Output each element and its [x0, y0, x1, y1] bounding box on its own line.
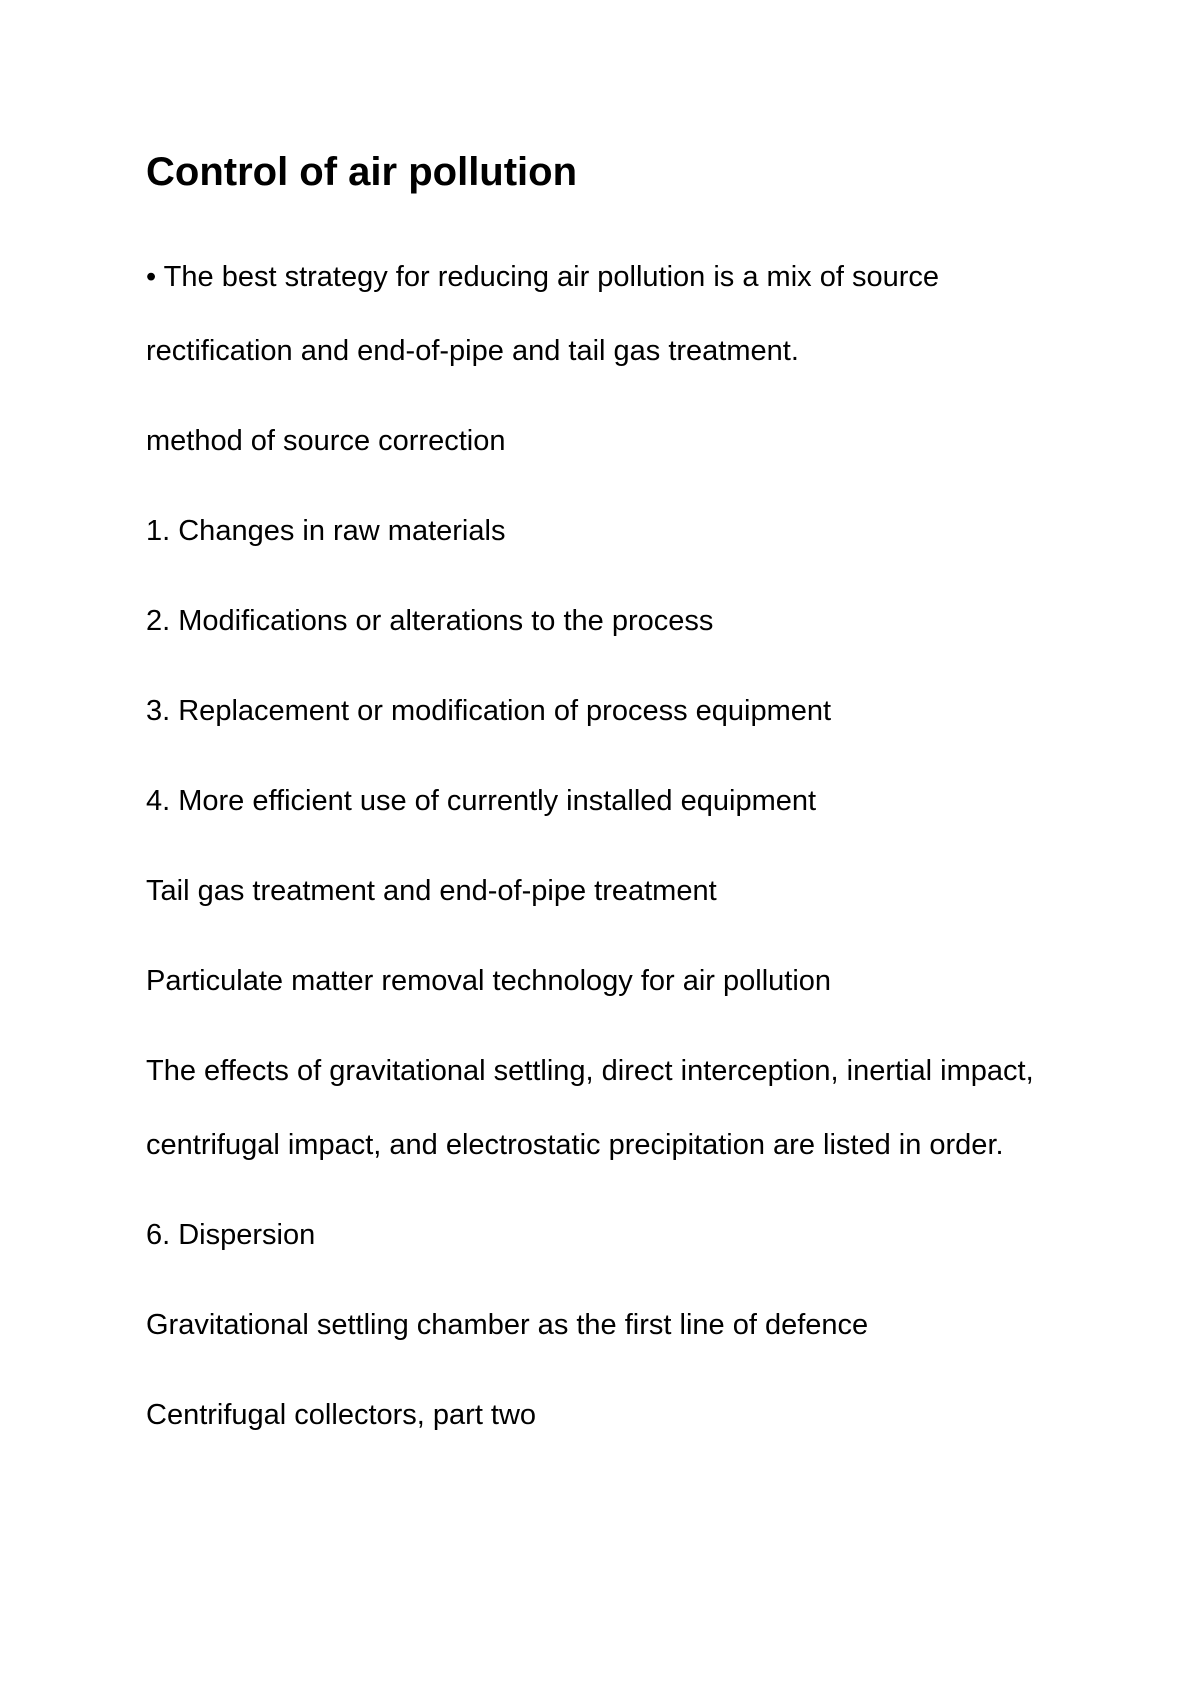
document-body	[146, 140, 1066, 1452]
list-item-equipment-replacement: 3. Replacement or modification of process equipment	[146, 695, 832, 727]
list-item-raw-materials: 1. Changes in raw materials	[146, 515, 506, 547]
paragraph-settling-chamber: Gravitational settling chamber as the first line of defence	[146, 1309, 869, 1341]
list-item-dispersion: 6. Dispersion	[146, 1219, 316, 1251]
list-item-efficient-use: 4. More efficient use of currently installed equipment	[146, 785, 817, 817]
paragraph-effects: The effects of gravitational settling, direct interception, inertial impact, centrifugal impact, and electrostatic precipitation are listed in order.	[146, 1055, 1034, 1161]
paragraph-source-correction-heading: method of source correction	[146, 425, 506, 457]
paragraph-strategy: • The best strategy for reducing air pollution is a mix of source rectification and end-of-pipe and tail gas treatment.	[146, 261, 939, 367]
paragraph-centrifugal-collectors: Centrifugal collectors, part two	[146, 1399, 537, 1431]
document-title: Control of air pollution	[146, 150, 578, 194]
list-item-process-modifications: 2. Modifications or alterations to the process	[146, 605, 714, 637]
paragraph-tail-gas-heading: Tail gas treatment and end-of-pipe treatment	[146, 875, 717, 907]
paragraph-particulate-heading: Particulate matter removal technology for air pollution	[146, 965, 832, 997]
